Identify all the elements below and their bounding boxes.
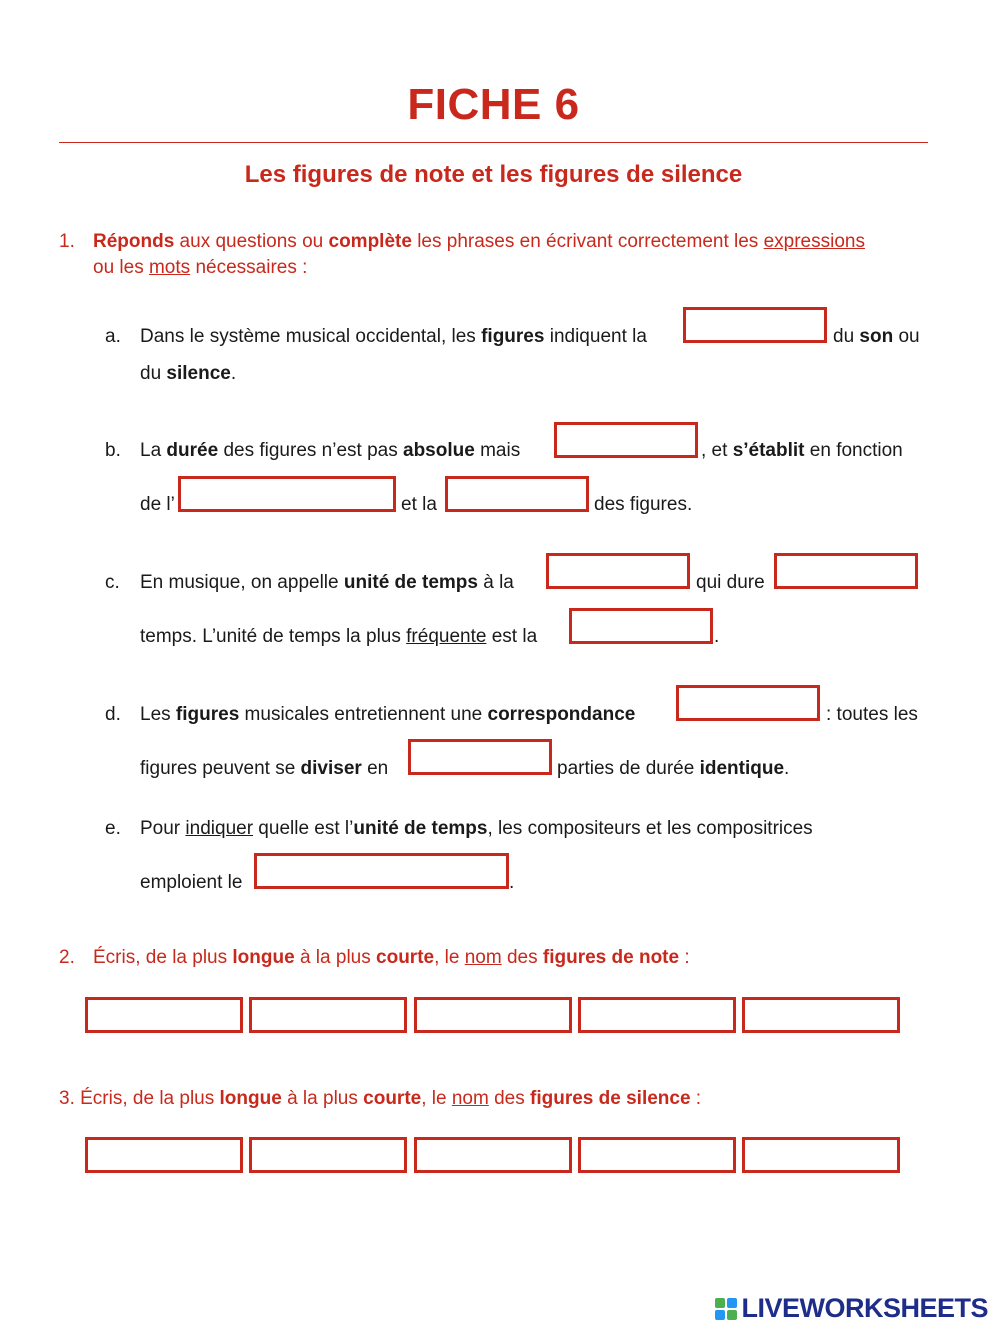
- instruction-text: les phrases en écrivant correctement les: [411, 231, 764, 252]
- item-c-line-1-mid: qui dure: [696, 572, 765, 593]
- instruction-text: ou les: [93, 257, 149, 278]
- title-divider: [59, 142, 928, 143]
- underlined-text: fréquente: [406, 626, 487, 647]
- question-1-number: 1.: [59, 231, 75, 252]
- liveworksheets-logo-text: LIVEWORKSHEETS: [741, 1293, 988, 1323]
- instruction-text: Écris, de la plus: [93, 947, 233, 968]
- question-3-instruction: [59, 1088, 701, 1110]
- item-e-line-1: [140, 817, 813, 840]
- item-b-line-1: [140, 439, 520, 462]
- answer-box-d-2[interactable]: [408, 739, 552, 775]
- note-figure-answer-box-4[interactable]: [578, 997, 736, 1033]
- text: mais: [474, 440, 521, 461]
- instruction-text: nécessaires :: [190, 257, 308, 278]
- instruction-word: longue: [232, 947, 295, 968]
- bold-text: diviser: [300, 758, 362, 779]
- note-figure-answer-box-3[interactable]: [414, 997, 572, 1033]
- text: figures peuvent se: [140, 758, 301, 779]
- page-subtitle: Les figures de note et les figures de silence: [244, 161, 743, 188]
- text: Dans le système musical occidental, les: [140, 326, 482, 347]
- item-c-line-2: [140, 625, 537, 648]
- question-2-number: 2.: [59, 947, 75, 968]
- note-figure-answer-box-1[interactable]: [85, 997, 243, 1033]
- item-d-line-1-end: : toutes les: [826, 704, 918, 725]
- text: La: [140, 440, 167, 461]
- item-e-letter: e.: [105, 818, 121, 839]
- text: à la: [477, 572, 514, 593]
- text: Les: [140, 704, 176, 725]
- text: , et: [701, 440, 733, 461]
- bold-text: figures: [175, 704, 240, 725]
- instruction-text: :: [679, 947, 690, 968]
- text: En musique, on appelle: [140, 572, 344, 593]
- answer-box-c-2[interactable]: [774, 553, 918, 589]
- instruction-word: figures de silence: [530, 1088, 691, 1109]
- instruction-word: figures de note: [542, 947, 680, 968]
- answer-box-b-1[interactable]: [554, 422, 698, 458]
- answer-box-b-2[interactable]: [178, 476, 396, 512]
- text: en: [361, 758, 389, 779]
- item-d-letter: d.: [105, 704, 121, 725]
- underlined-text: indiquer: [185, 818, 254, 839]
- text: en fonction: [804, 440, 903, 461]
- silence-figure-answer-box-4[interactable]: [578, 1137, 736, 1173]
- text: , les compositeurs et les compositrices: [487, 818, 813, 839]
- text: indiquent la: [544, 326, 647, 347]
- question-1-instruction-line-1: [93, 231, 865, 253]
- instruction-text: à la plus: [294, 947, 377, 968]
- bold-text: durée: [166, 440, 219, 461]
- text: du: [140, 363, 167, 384]
- bold-text: s’établit: [732, 440, 805, 461]
- bold-text: son: [859, 326, 894, 347]
- instruction-word: complète: [328, 231, 412, 252]
- item-b-line-2-end: des figures.: [594, 494, 693, 515]
- bold-text: silence: [166, 363, 231, 384]
- item-a-line-1-end: [833, 325, 920, 348]
- instruction-text: des: [488, 1088, 531, 1109]
- text: temps. L’unité de temps la plus: [140, 626, 407, 647]
- instruction-text: , le: [434, 947, 465, 968]
- instruction-word: courte: [376, 947, 435, 968]
- note-figure-answer-box-5[interactable]: [742, 997, 900, 1033]
- liveworksheets-logo-icon: [715, 1298, 737, 1320]
- item-b-letter: b.: [105, 440, 121, 461]
- item-b-line-2-start: de l’: [140, 494, 175, 515]
- item-a-letter: a.: [105, 326, 121, 347]
- item-d-line-2: [140, 757, 388, 780]
- text: du: [833, 326, 860, 347]
- silence-figure-answer-box-2[interactable]: [249, 1137, 407, 1173]
- item-a-line-1: [140, 325, 647, 348]
- item-c-letter: c.: [105, 572, 120, 593]
- bold-text: correspondance: [487, 704, 636, 725]
- instruction-text: aux questions ou: [174, 231, 329, 252]
- bold-text: identique: [699, 758, 785, 779]
- text: des figures n’est pas: [218, 440, 403, 461]
- liveworksheets-logo[interactable]: [715, 1293, 988, 1324]
- text: .: [784, 758, 790, 779]
- text: parties de durée: [557, 758, 700, 779]
- text: Pour: [140, 818, 186, 839]
- text: .: [230, 363, 237, 384]
- bold-text: absolue: [403, 440, 475, 461]
- item-b-line-1-end: [701, 439, 903, 462]
- answer-box-c-1[interactable]: [546, 553, 690, 589]
- answer-box-d-1[interactable]: [676, 685, 820, 721]
- instruction-text: , le: [421, 1088, 452, 1109]
- silence-figure-answer-box-3[interactable]: [414, 1137, 572, 1173]
- instruction-underlined-word: mots: [148, 257, 191, 278]
- instruction-underlined-word: nom: [451, 1088, 489, 1109]
- note-figure-answer-box-2[interactable]: [249, 997, 407, 1033]
- item-d-line-2-end: [557, 757, 789, 780]
- instruction-text: à la plus: [281, 1088, 364, 1109]
- text: musicales entretiennent une: [239, 704, 488, 725]
- instruction-text: des: [501, 947, 543, 968]
- question-1-instruction-line-2: [93, 257, 307, 279]
- page-title: FICHE 6: [407, 80, 580, 129]
- instruction-underlined-word: nom: [464, 947, 502, 968]
- item-c-line-2-end: .: [714, 626, 720, 647]
- question-2-instruction: [93, 947, 690, 969]
- answer-box-c-3[interactable]: [569, 608, 713, 644]
- item-e-line-2-end: .: [509, 872, 515, 893]
- instruction-word: Réponds: [93, 231, 175, 252]
- silence-figure-answer-box-5[interactable]: [742, 1137, 900, 1173]
- item-d-line-1: [140, 703, 635, 726]
- text: quelle est l’: [253, 818, 354, 839]
- answer-box-e-1[interactable]: [254, 853, 509, 889]
- answer-box-a-1[interactable]: [683, 307, 827, 343]
- instruction-underlined-word: expressions: [763, 231, 865, 252]
- item-b-line-2-mid: et la: [401, 494, 437, 515]
- instruction-word: longue: [219, 1088, 282, 1109]
- bold-text: figures: [481, 326, 545, 347]
- item-a-line-2: [140, 362, 236, 385]
- item-e-line-2-start: emploient le: [140, 872, 243, 893]
- instruction-text: :: [690, 1088, 702, 1109]
- bold-text: unité de temps: [343, 572, 478, 593]
- item-c-line-1: [140, 571, 514, 594]
- bold-text: unité de temps: [353, 818, 488, 839]
- text: est la: [486, 626, 538, 647]
- answer-box-b-3[interactable]: [445, 476, 589, 512]
- instruction-text: 3. Écris, de la plus: [59, 1088, 220, 1109]
- instruction-word: courte: [363, 1088, 422, 1109]
- text: ou: [893, 326, 920, 347]
- silence-figure-answer-box-1[interactable]: [85, 1137, 243, 1173]
